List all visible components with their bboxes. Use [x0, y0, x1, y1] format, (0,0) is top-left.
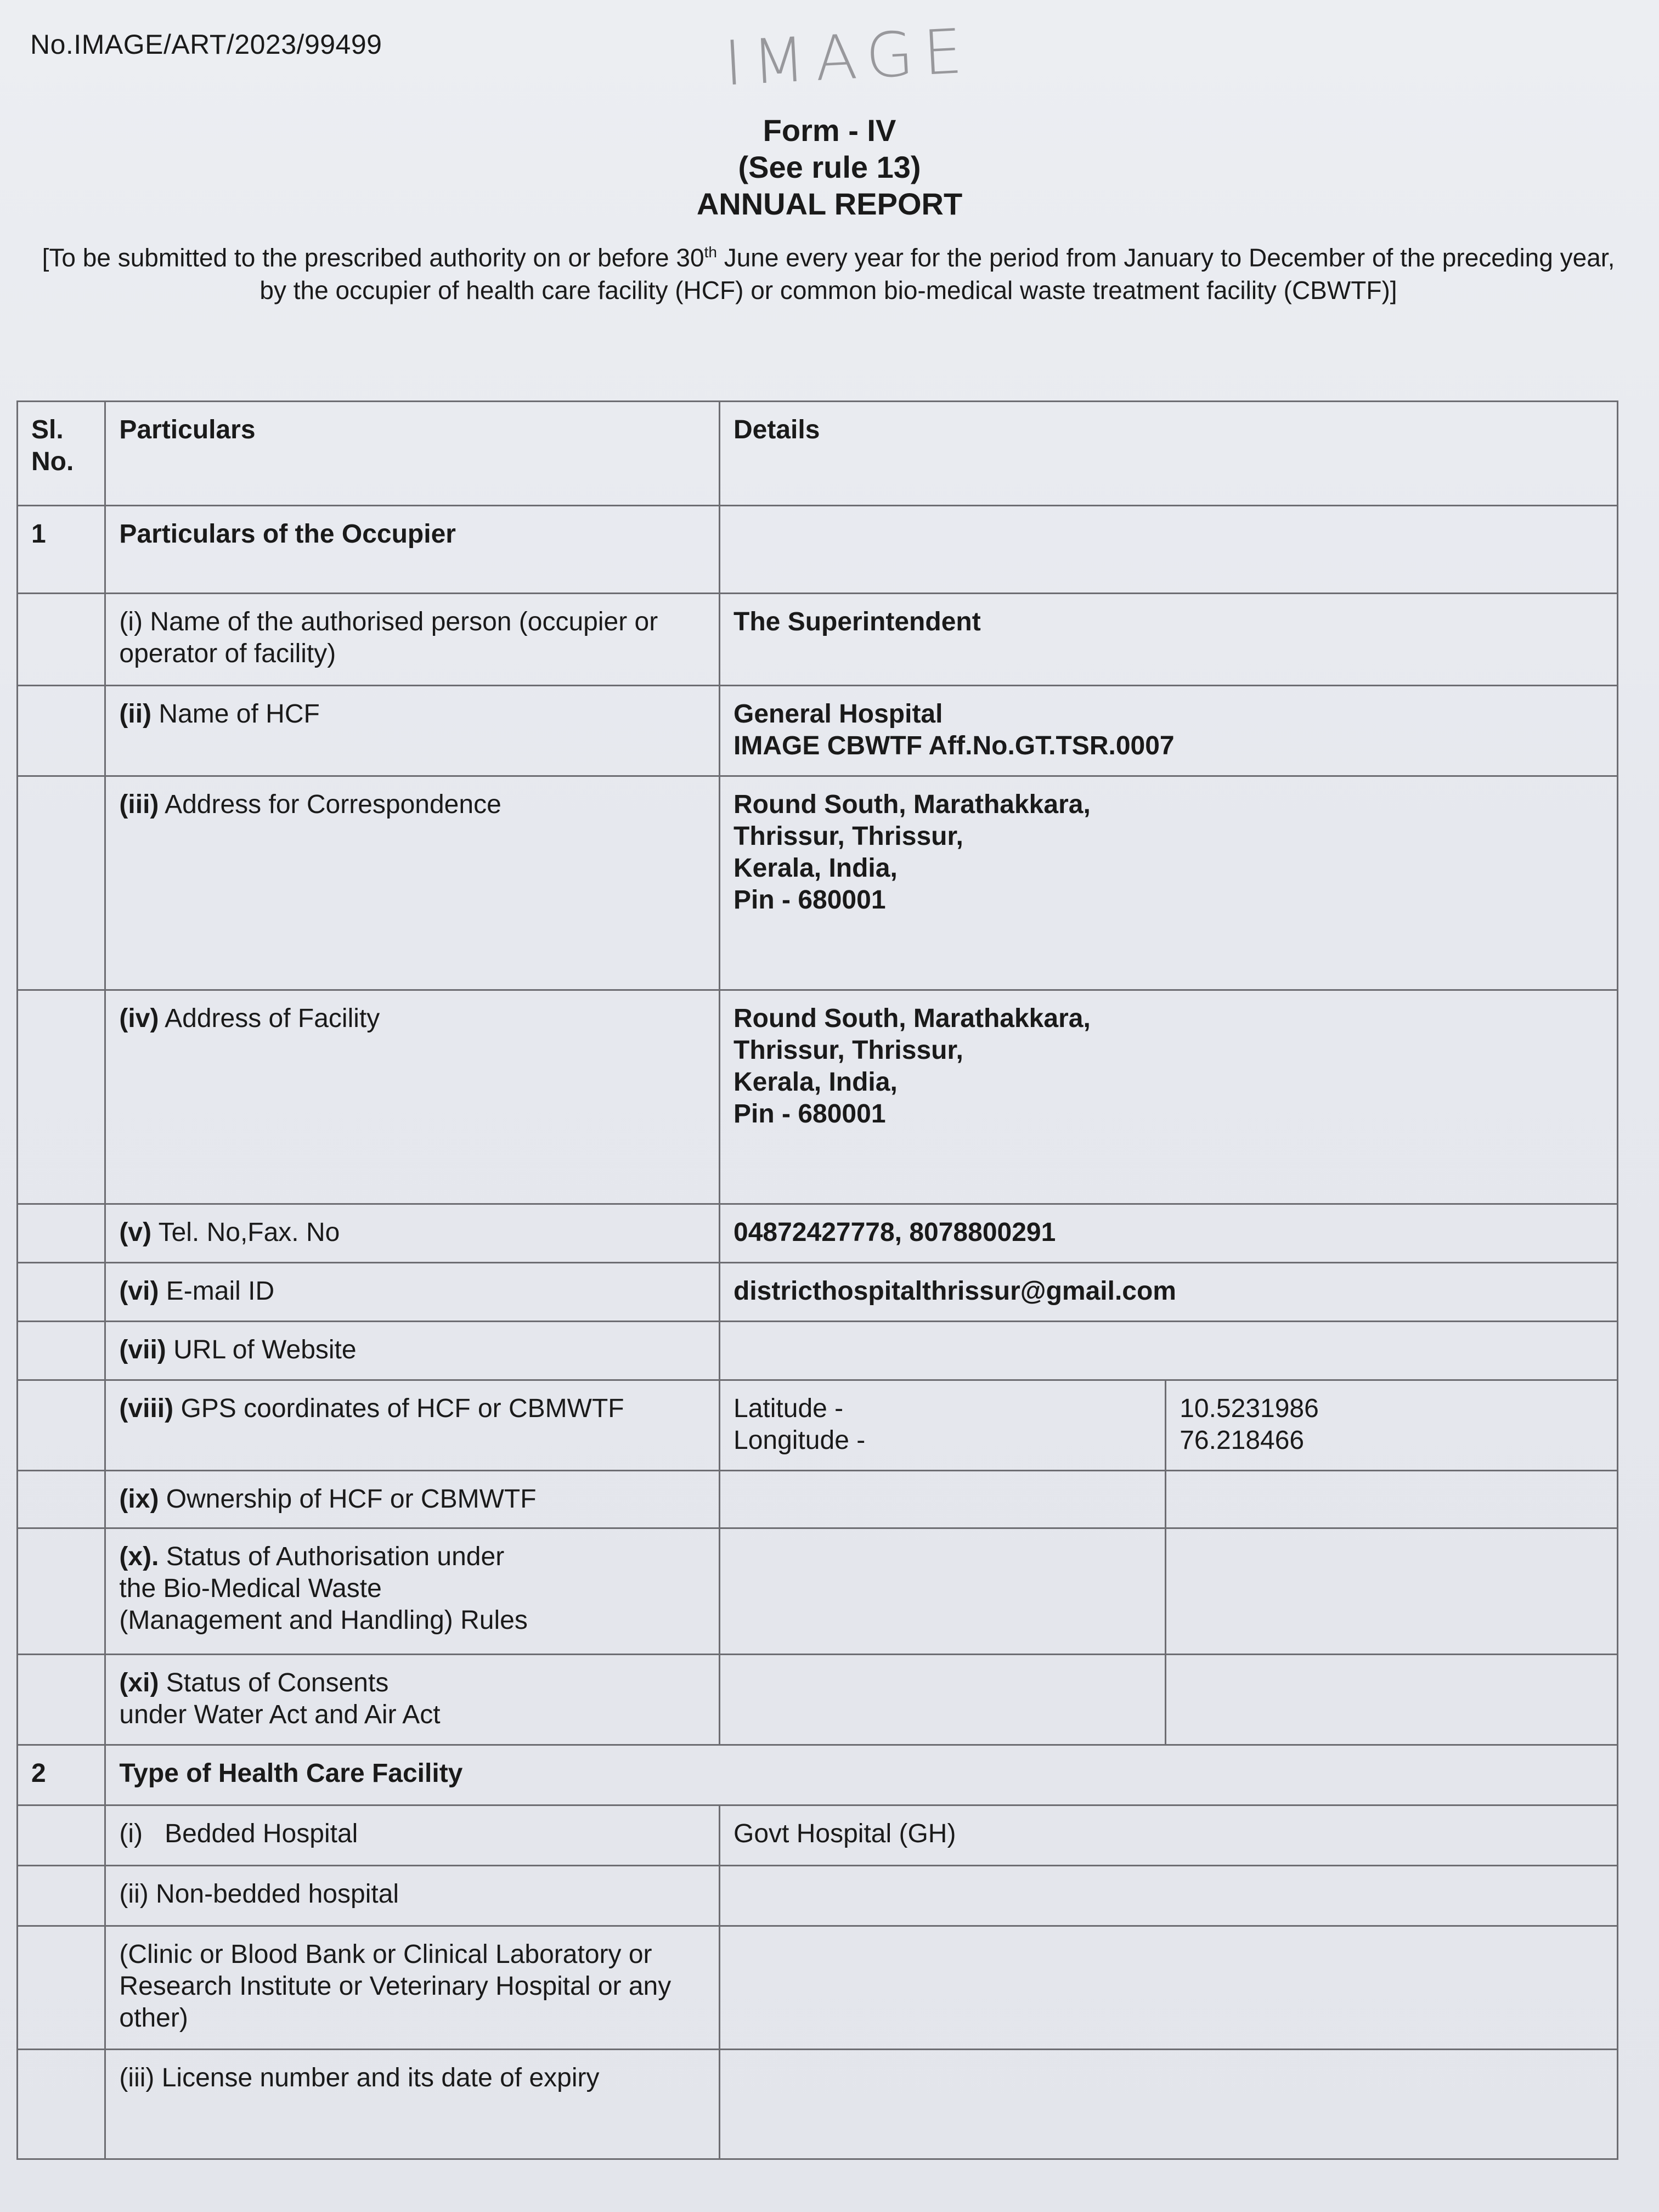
detail-cell: [720, 1322, 1618, 1380]
table-row: [18, 1471, 1618, 1528]
particular-label: Name of the authorised person (occupier or operator of facility): [119, 607, 658, 668]
detail-line: Thrissur, Thrissur,: [733, 1036, 963, 1065]
instruction-sup: th: [704, 244, 717, 261]
particular-cell: [105, 1655, 720, 1745]
sl-empty: [18, 1528, 105, 1655]
particular-label: Ownership of HCF or CBMWTF: [166, 1485, 537, 1514]
detail-line: Thrissur, Thrissur,: [733, 822, 963, 851]
sl-empty: [18, 1805, 105, 1866]
particular-cell: [105, 1528, 720, 1655]
sl-empty: [18, 594, 105, 686]
sl-empty: [18, 686, 105, 776]
roman-numeral: (vii): [119, 1335, 166, 1364]
form-rule: (See rule 13): [738, 150, 921, 184]
particular-label-line: (Management and Handling) Rules: [119, 1606, 528, 1635]
header-details: Details: [720, 402, 1618, 506]
table-row: [18, 1866, 1618, 1926]
instruction-part2: June every year for the period from January to December of the preceding year, by the occupier of health care facility (HCF) or common bio-medical waste treatment facility (CBWTF)]: [259, 243, 1615, 305]
sl-empty: [18, 1926, 105, 2050]
sl-empty: [18, 1471, 105, 1528]
table-row: [18, 2050, 1618, 2159]
detail-empty: [720, 1528, 1166, 1655]
form-report-title: ANNUAL REPORT: [696, 187, 963, 221]
table-row: [18, 1322, 1618, 1380]
particular-cell: [105, 776, 720, 990]
detail-empty: [720, 1655, 1166, 1745]
section-row: [18, 1745, 1618, 1805]
detail-line: General Hospital: [733, 699, 943, 729]
sl-empty: [18, 990, 105, 1204]
particular-cell: [105, 1471, 720, 1528]
gps-values-cell: [1166, 1380, 1618, 1471]
particular-label: Name of HCF: [159, 699, 320, 729]
particular-label: Tel. No,Fax. No: [158, 1218, 340, 1247]
section-title: Particulars of the Occupier: [105, 506, 720, 594]
roman-numeral: (ii): [119, 699, 152, 729]
sl-empty: [18, 1322, 105, 1380]
particular-label: URL of Website: [173, 1335, 357, 1364]
detail-line: IMAGE CBWTF Aff.No.GT.TSR.0007: [733, 731, 1175, 760]
sl-empty: [18, 1380, 105, 1471]
particular-cell: (iii) License number and its date of expiry: [105, 2050, 720, 2159]
roman-numeral: (x).: [119, 1542, 159, 1571]
particular-cell: (i) Bedded Hospital: [105, 1805, 720, 1866]
particular-label: Address of Facility: [165, 1004, 380, 1033]
sl-empty: [18, 1263, 105, 1322]
gps-labels-cell: [720, 1380, 1166, 1471]
detail-line: Round South, Marathakkara,: [733, 1004, 1091, 1033]
header-particulars: Particulars: [105, 402, 720, 506]
table-row: [18, 1926, 1618, 2050]
table-row: [18, 1263, 1618, 1322]
particular-cell: [105, 990, 720, 1204]
detail-line: Kerala, India,: [733, 854, 898, 883]
particular-label-line: the Bio-Medical Waste: [119, 1574, 382, 1603]
particular-cell: [105, 594, 720, 686]
detail-cell: 04872427778, 8078800291: [720, 1204, 1618, 1263]
handwritten-note: IMAGE: [722, 15, 974, 100]
section-number: 1: [18, 506, 105, 594]
detail-cell: [720, 1866, 1618, 1926]
annual-report-table: [16, 400, 1618, 2160]
longitude-label: Longitude -: [733, 1426, 866, 1455]
sl-empty: [18, 1866, 105, 1926]
header-sl-no: Sl. No.: [18, 402, 105, 506]
detail-cell: [720, 1926, 1618, 2050]
latitude-label: Latitude -: [733, 1394, 844, 1423]
particular-cell: [105, 1322, 720, 1380]
roman-numeral: (ix): [119, 1485, 159, 1514]
roman-numeral: (iv): [119, 1004, 159, 1033]
section-number: 2: [18, 1745, 105, 1805]
particular-cell: (ii) Non-bedded hospital: [105, 1866, 720, 1926]
table-row: [18, 1380, 1618, 1471]
particular-cell: (Clinic or Blood Bank or Clinical Laboratory or Research Institute or Veterinary Hospital or any other): [105, 1926, 720, 2050]
detail-cell: Govt Hospital (GH): [720, 1805, 1618, 1866]
section-title: Type of Health Care Facility: [105, 1745, 1618, 1805]
particular-label-line: Status of Authorisation under: [166, 1542, 505, 1571]
detail-empty: [1166, 1655, 1618, 1745]
particular-cell: [105, 686, 720, 776]
detail-empty: [1166, 1471, 1618, 1528]
sl-empty: [18, 776, 105, 990]
detail-empty: [1166, 1528, 1618, 1655]
roman-numeral: (vi): [119, 1277, 159, 1306]
table-row: [18, 1805, 1618, 1866]
table-row: [18, 990, 1618, 1204]
sl-empty: [18, 1655, 105, 1745]
roman-numeral: (v): [119, 1218, 152, 1247]
section-row: [18, 506, 1618, 594]
roman-numeral: (xi): [119, 1668, 159, 1697]
detail-cell: districthospitalthrissur@gmail.com: [720, 1263, 1618, 1322]
detail-line: Kerala, India,: [733, 1068, 898, 1097]
section-detail-empty: [720, 506, 1618, 594]
particular-cell: [105, 1380, 720, 1471]
particular-label-line: Status of Consents: [166, 1668, 389, 1697]
detail-line: Round South, Marathakkara,: [733, 790, 1091, 819]
particular-label: GPS coordinates of HCF or CBMWTF: [180, 1394, 624, 1423]
table-row: [18, 1655, 1618, 1745]
reference-number: No.IMAGE/ART/2023/99499: [30, 29, 382, 60]
particular-label: E-mail ID: [166, 1277, 275, 1306]
detail-empty: [720, 1471, 1166, 1528]
particular-cell: [105, 1263, 720, 1322]
table-row: [18, 1204, 1618, 1263]
sl-empty: [18, 1204, 105, 1263]
table-row: [18, 776, 1618, 990]
roman-numeral: (viii): [119, 1394, 174, 1423]
instruction-text: [38, 236, 1618, 307]
latitude-value: 10.5231986: [1180, 1394, 1319, 1423]
detail-cell: [720, 686, 1618, 776]
table-row: [18, 686, 1618, 776]
table-row: [18, 594, 1618, 686]
roman-numeral: (i): [119, 607, 143, 636]
particular-label-line: under Water Act and Air Act: [119, 1700, 441, 1729]
particular-cell: [105, 1204, 720, 1263]
roman-numeral: (iii): [119, 790, 159, 819]
detail-cell: [720, 776, 1618, 990]
detail-cell: [720, 2050, 1618, 2159]
table-row: [18, 1528, 1618, 1655]
detail-cell: [720, 990, 1618, 1204]
instruction-part1: [To be submitted to the prescribed authority on or before 30: [42, 243, 704, 272]
form-title: Form - IV: [763, 113, 896, 148]
detail-line: Pin - 680001: [733, 1099, 886, 1128]
detail-cell: The Superintendent: [720, 594, 1618, 686]
sl-empty: [18, 2050, 105, 2159]
table-header-row: [18, 402, 1618, 506]
longitude-value: 76.218466: [1180, 1426, 1305, 1455]
particular-label: Address for Correspondence: [165, 790, 501, 819]
detail-line: Pin - 680001: [733, 885, 886, 915]
